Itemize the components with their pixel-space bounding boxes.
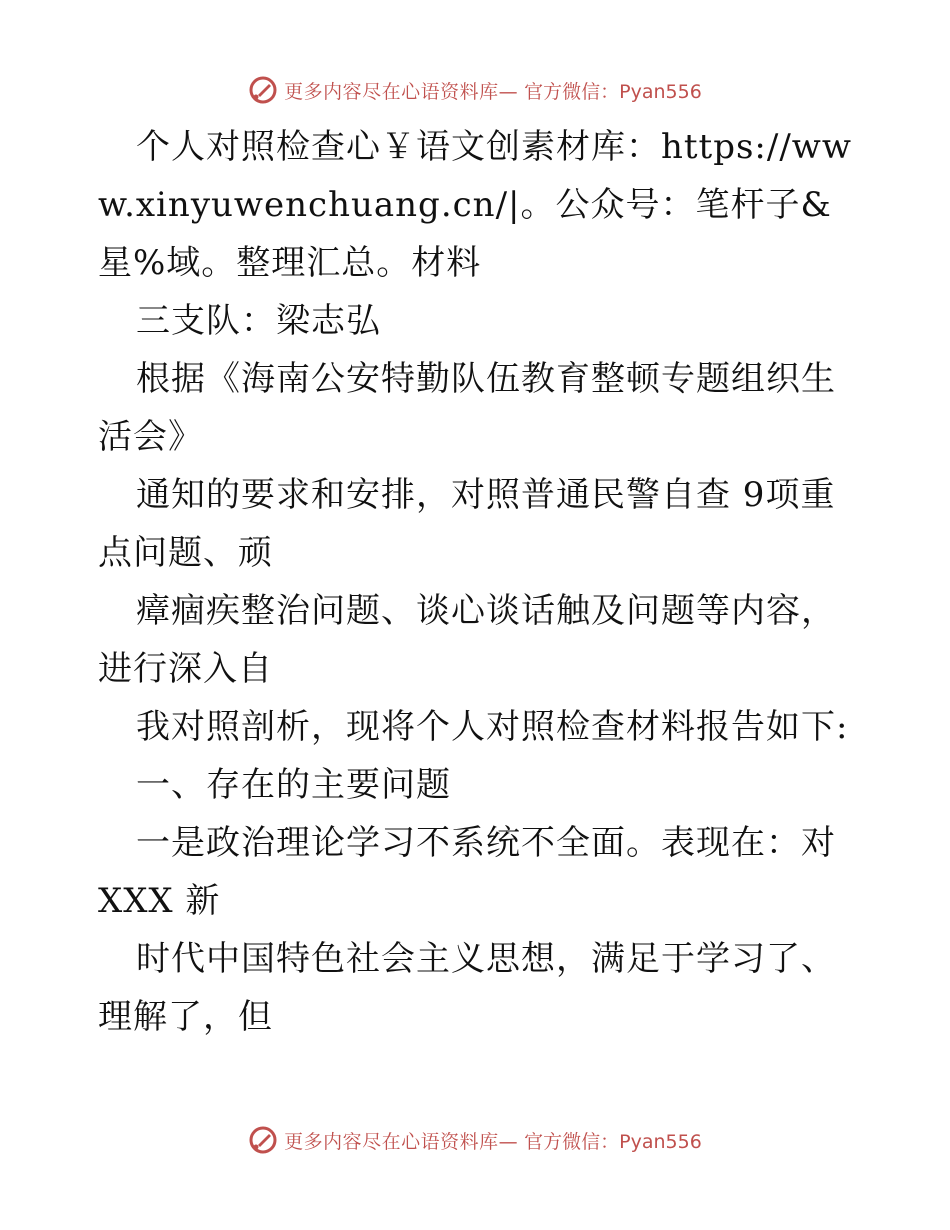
banner-wechat-id: 官方微信：Pyan556	[524, 80, 702, 103]
section-heading: 一、存在的主要问题	[136, 765, 451, 805]
paragraph: 时代中国特色社会主义思想，满足于学习了、理解了，但	[98, 939, 836, 1037]
header-banner	[0, 70, 950, 110]
paragraph-author: 三支队：梁志弘	[136, 301, 381, 341]
banner-slogan: 更多内容尽在心语资料库—	[284, 80, 519, 103]
paragraph: 瘴痼疾整治问题、谈心谈话触及问题等内容，进行深入自	[98, 591, 836, 689]
paragraph: 根据《海南公安特勤队伍教育整顿专题组织生活会》	[98, 359, 836, 457]
document-body	[98, 118, 858, 1046]
banner-slogan: 更多内容尽在心语资料库—	[284, 1130, 519, 1153]
banner-wechat-id: 官方微信：Pyan556	[524, 1130, 702, 1153]
paragraph: 我对照剖析，现将个人对照检查材料报告如下:	[136, 707, 849, 747]
paragraph: 一是政治理论学习不系统不全面。表现在：对 XXX 新	[98, 823, 836, 921]
footer-banner	[0, 1120, 950, 1160]
paragraph-title: 个人对照检查心￥语文创素材库：https://www.xinyuwenchuang.cn/|。公众号：笔杆子&星%域。整理汇总。材料	[98, 127, 853, 283]
pen-logo-icon	[248, 1125, 278, 1155]
pen-logo-icon	[248, 75, 278, 105]
paragraph: 通知的要求和安排，对照普通民警自查 9项重点问题、顽	[98, 475, 836, 573]
